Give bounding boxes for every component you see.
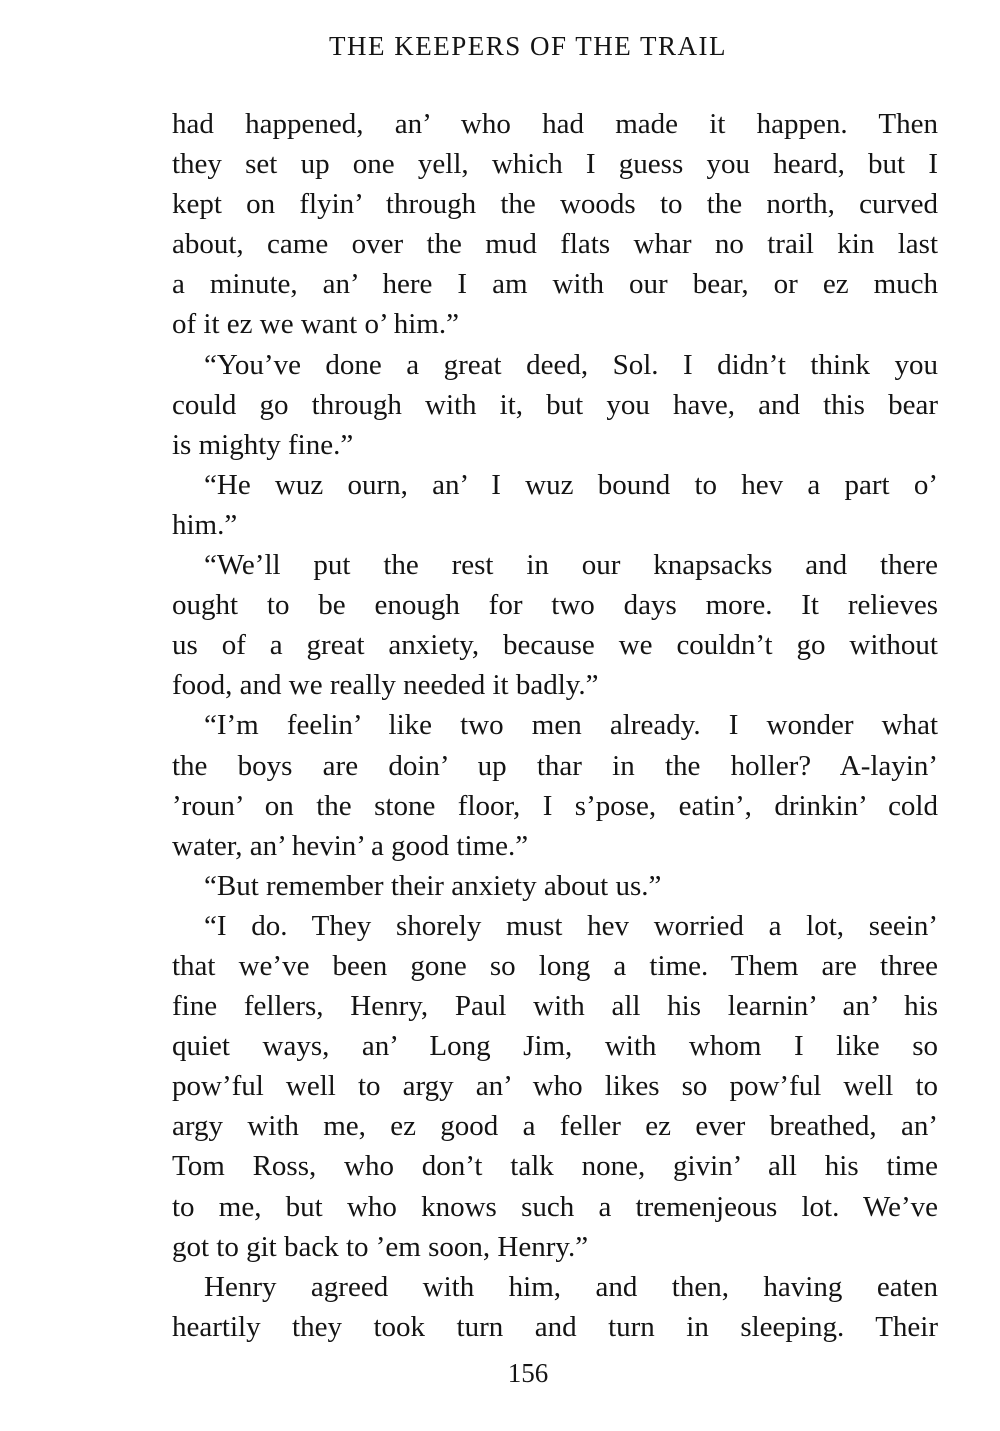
text-line: got to git back to ’em soon, Henry.” [172,1230,589,1263]
text-line: fine fellers, Henry, Paul with all his learnin’ an’ his [172,990,938,1023]
text-line: “But remember their anxiety about us.” [204,869,662,902]
page-number: 156 [507,1358,549,1388]
text-line: about, came over the mud flats whar no trail kin last [172,228,938,261]
text-line: could go through with it, but you have, and this bear [172,388,938,421]
text-line: “You’ve done a great deed, Sol. I didn’t think you [204,348,938,381]
text-line: ought to be enough for two days more. It relieves [172,589,938,622]
body-text [172,104,938,1347]
text-line: is mighty fine.” [172,428,354,461]
text-line: the boys are doin’ up thar in the holler? A-layin’ [172,749,938,782]
text-line: that we’ve been gone so long a time. Them are three [172,949,938,982]
text-line: water, an’ hevin’ a good time.” [172,829,529,862]
text-line: Tom Ross, who don’t talk none, givin’ all his time [172,1150,938,1183]
text-line: pow’ful well to argy an’ who likes so pow’ful well to [172,1070,938,1103]
text-line: him.” [172,508,238,541]
text-line: quiet ways, an’ Long Jim, with whom I like so [172,1030,938,1063]
text-line: ’roun’ on the stone floor, I s’pose, eatin’, drinkin’ cold [172,789,938,822]
text-line: they set up one yell, which I guess you heard, but I [172,148,938,181]
text-line: had happened, an’ who had made it happen. Then [172,108,938,140]
text-line: “I’m feelin’ like two men already. I wonder what [204,709,938,742]
text-line: food, and we really needed it badly.” [172,669,599,702]
text-line: of it ez we want o’ him.” [172,308,459,341]
text-line: “I do. They shorely must hev worried a lot, seein’ [204,909,938,942]
text-line: heartily they took turn and turn in sleeping. Their [172,1310,938,1343]
text-line: a minute, an’ here I am with our bear, or ez much [172,268,938,301]
text-line: kept on flyin’ through the woods to the north, curved [172,188,938,221]
text-line: argy with me, ez good a feller ez ever breathed, an’ [172,1110,938,1143]
running-head: THE KEEPERS OF THE TRAIL [328,31,727,61]
text-line: “We’ll put the rest in our knapsacks and there [204,549,938,582]
text-line: to me, but who knows such a tremenjeous lot. We’ve [172,1190,938,1223]
text-line: Henry agreed with him, and then, having eaten [204,1270,938,1303]
text-line: us of a great anxiety, because we couldn’t go without [172,629,938,662]
text-line: “He wuz ourn, an’ I wuz bound to hev a part o’ [204,468,938,501]
